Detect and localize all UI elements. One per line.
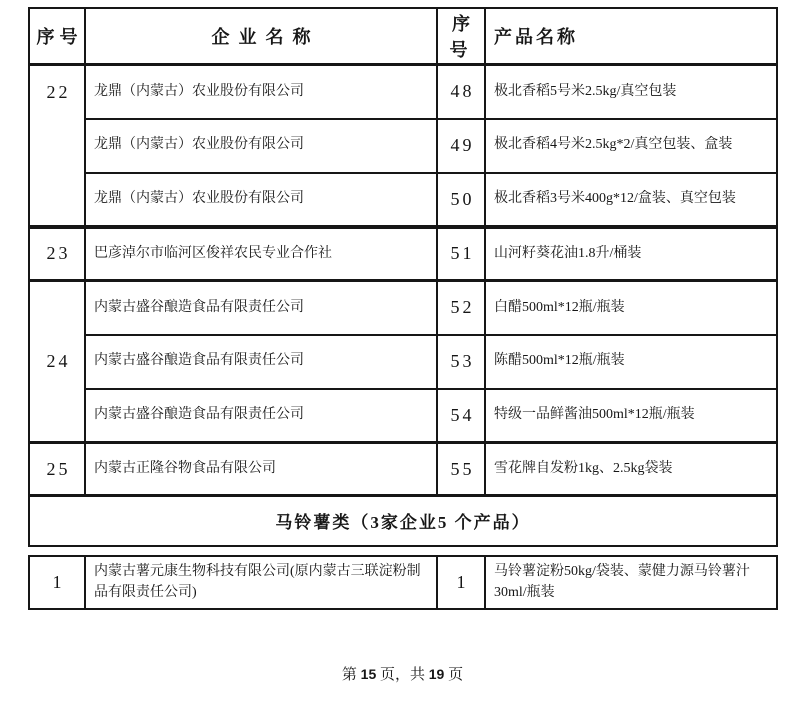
company-cell: 龙鼎（内蒙古）农业股份有限公司 — [85, 119, 437, 173]
table-header-row — [29, 8, 777, 65]
footer-page-number: 15 — [360, 666, 377, 682]
company-cell: 龙鼎（内蒙古）农业股份有限公司 — [85, 65, 437, 119]
header-product-name: 产品名称 — [485, 8, 777, 65]
company-cell: 内蒙古薯元康生物科技有限公司(原内蒙古三联淀粉制品有限责任公司) — [85, 556, 437, 609]
table-row — [29, 119, 777, 173]
company-cell: 内蒙古正隆谷物食品有限公司 — [85, 443, 437, 496]
product-serial-cell: 49 — [437, 119, 485, 173]
product-cell: 特级一品鲜酱油500ml*12瓶/瓶装 — [485, 389, 777, 443]
company-cell: 内蒙古盛谷酿造食品有限责任公司 — [85, 389, 437, 443]
company-cell: 内蒙古盛谷酿造食品有限责任公司 — [85, 281, 437, 335]
table-row — [29, 281, 777, 335]
product-cell: 马铃薯淀粉50kg/袋装、蒙健力源马铃薯汁30ml/瓶装 — [485, 556, 777, 609]
group-serial-cell — [29, 65, 85, 227]
product-cell: 陈醋500ml*12瓶/瓶装 — [485, 335, 777, 389]
table-row — [29, 173, 777, 227]
product-serial-cell: 48 — [437, 65, 485, 119]
group-serial-cell: 24 — [29, 281, 85, 443]
product-cell: 山河籽葵花油1.8升/桶装 — [485, 227, 777, 281]
table-row — [29, 389, 777, 443]
group-serial-cell: 1 — [29, 556, 85, 609]
company-cell: 巴彦淖尔市临河区俊祥农民专业合作社 — [85, 227, 437, 281]
group-serial-cell: 23 — [29, 227, 85, 281]
product-serial-cell: 55 — [437, 443, 485, 496]
footer-total-pages: 19 — [428, 666, 445, 682]
product-serial-cell: 1 — [437, 556, 485, 609]
header-company-name: 企业名称 — [85, 8, 437, 65]
product-cell: 雪花牌自发粉1kg、2.5kg袋装 — [485, 443, 777, 496]
product-cell: 极北香稻5号米2.5kg/真空包装 — [485, 65, 777, 119]
header-serial-company: 序号 — [29, 8, 85, 65]
potato-products-table — [28, 555, 778, 610]
footer-text-suffix: 页 — [444, 667, 464, 683]
table-row — [29, 556, 777, 609]
product-serial-cell: 53 — [437, 335, 485, 389]
product-serial-cell: 50 — [437, 173, 485, 227]
category-section-row — [29, 496, 777, 546]
footer-text-prefix: 第 — [341, 667, 361, 683]
category-section-title: 马铃薯类（3家企业5 个产品） — [29, 496, 777, 546]
grain-products-table — [28, 7, 778, 547]
table-row — [29, 227, 777, 281]
table-row — [29, 335, 777, 389]
company-cell: 内蒙古盛谷酿造食品有限责任公司 — [85, 335, 437, 389]
product-serial-cell: 51 — [437, 227, 485, 281]
company-cell: 龙鼎（内蒙古）农业股份有限公司 — [85, 173, 437, 227]
product-serial-cell: 54 — [437, 389, 485, 443]
header-serial-product: 序号 — [437, 8, 485, 65]
table-row — [29, 443, 777, 496]
product-serial-cell: 52 — [437, 281, 485, 335]
product-cell: 极北香稻4号米2.5kg*2/真空包装、盒装 — [485, 119, 777, 173]
page-footer — [0, 663, 805, 684]
product-cell: 白醋500ml*12瓶/瓶装 — [485, 281, 777, 335]
footer-text-middle: 页，共 — [376, 667, 429, 683]
group-serial-value: 22 — [46, 81, 71, 102]
table-row — [29, 65, 777, 119]
product-cell: 极北香稻3号米400g*12/盒装、真空包装 — [485, 173, 777, 227]
group-serial-cell: 25 — [29, 443, 85, 496]
